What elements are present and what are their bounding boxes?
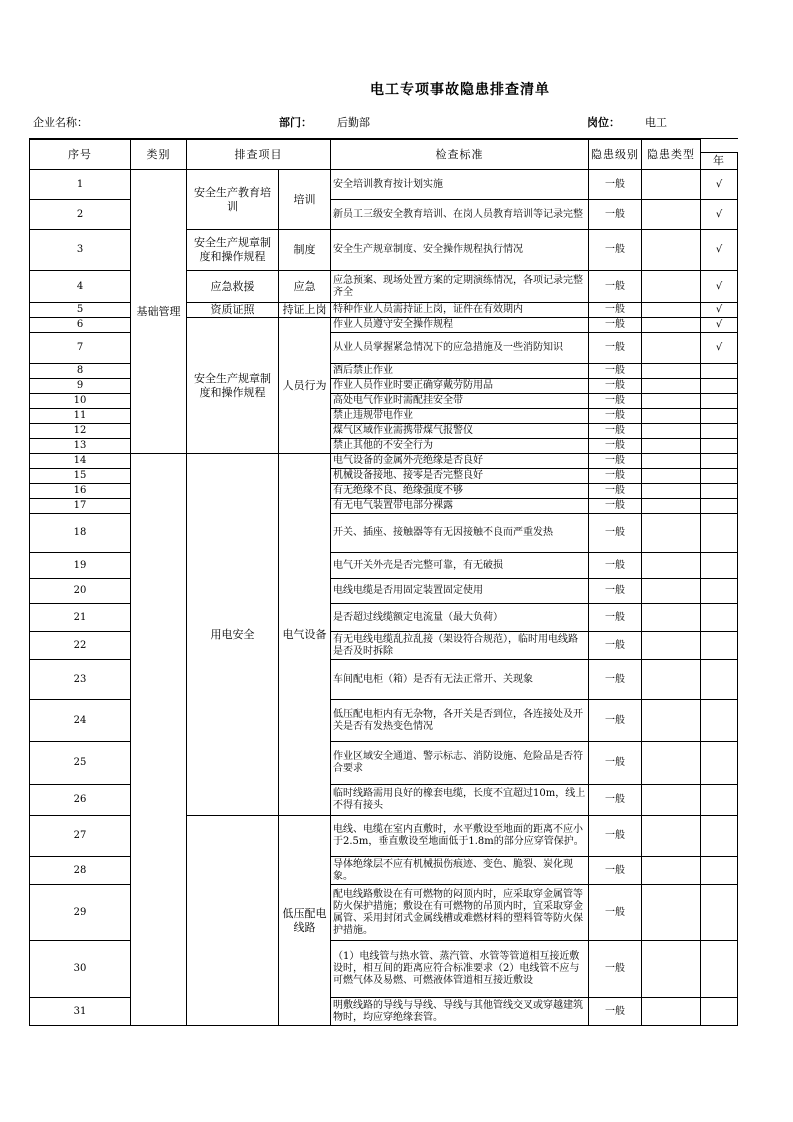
row-number: 4 xyxy=(30,271,131,303)
hazard-type xyxy=(642,632,701,660)
page-title: 电工专项事故隐患排查清单 xyxy=(370,82,550,98)
year-check xyxy=(701,579,738,604)
hazard-type xyxy=(642,742,701,785)
check-standard: 作业区域安全通道、警示标志、消防设施、危险品是否符合要求 xyxy=(331,742,589,785)
hazard-level: 一般 xyxy=(589,553,642,579)
check-standard: 新员工三级安全教育培训、在岗人员教育培训等记录完整 xyxy=(331,200,589,230)
check-standard: 禁止其他的不安全行为 xyxy=(331,439,589,454)
hazard-type xyxy=(642,394,701,409)
check-standard: 电气开关外壳是否完整可靠，有无破损 xyxy=(331,553,589,579)
hazard-type xyxy=(642,333,701,364)
subproject-cell: 应急 xyxy=(279,271,331,303)
project-cell: 安全生产规章制度和操作规程 xyxy=(187,230,279,271)
header-row xyxy=(30,140,738,153)
subproject-cell: 持证上岗 xyxy=(279,303,331,318)
check-standard: 煤气区域作业需携带煤气报警仪 xyxy=(331,424,589,439)
post-value: 电工 xyxy=(645,116,667,129)
check-standard: 安全生产规章制度、安全操作规程执行情况 xyxy=(331,230,589,271)
hazard-type xyxy=(642,318,701,333)
year-check xyxy=(701,424,738,439)
hazard-type xyxy=(642,785,701,816)
hazard-level: 一般 xyxy=(589,424,642,439)
check-standard: 有无绝缘不良、绝缘强度不够 xyxy=(331,484,589,499)
subproject-cell: 低压配电线路 xyxy=(279,816,331,1026)
hazard-level: 一般 xyxy=(589,785,642,816)
header-level: 隐患级别 xyxy=(589,140,642,170)
table-row xyxy=(30,454,738,469)
year-check xyxy=(701,364,738,379)
hazard-type xyxy=(642,303,701,318)
hazard-level: 一般 xyxy=(589,484,642,499)
hazard-level: 一般 xyxy=(589,885,642,941)
row-number: 14 xyxy=(30,454,131,469)
hazard-level: 一般 xyxy=(589,230,642,271)
year-check: √ xyxy=(701,200,738,230)
check-standard: 是否超过线缆额定电流量（最大负荷） xyxy=(331,604,589,632)
check-standard: 作业人员遵守安全操作规程 xyxy=(331,318,589,333)
header-category: 类别 xyxy=(131,140,187,170)
hazard-level: 一般 xyxy=(589,499,642,514)
hazard-type xyxy=(642,200,701,230)
table-body xyxy=(30,170,738,1026)
hazard-level: 一般 xyxy=(589,514,642,553)
year-check xyxy=(701,816,738,857)
header-type: 隐患类型 xyxy=(642,140,701,170)
hazard-type xyxy=(642,230,701,271)
row-number: 25 xyxy=(30,742,131,785)
check-standard: 有无电气装置带电部分裸露 xyxy=(331,499,589,514)
row-number: 26 xyxy=(30,785,131,816)
row-number: 19 xyxy=(30,553,131,579)
check-standard: 电线、电缆在室内直敷时，水平敷设至地面的距离不应小于2.5m，垂直敷设至地面低于1.8m的部分应穿管保护。 xyxy=(331,816,589,857)
check-standard: 有无电线电缆乱拉乱接（架设符合规范），临时用电线路是否及时拆除 xyxy=(331,632,589,660)
year-check xyxy=(701,660,738,700)
check-standard: 临时线路需用良好的橡套电缆，长度不宜超过10m，线上不得有接头 xyxy=(331,785,589,816)
hazard-type xyxy=(642,579,701,604)
subproject-cell: 制度 xyxy=(279,230,331,271)
year-check: √ xyxy=(701,303,738,318)
hazard-level: 一般 xyxy=(589,394,642,409)
hazard-level: 一般 xyxy=(589,660,642,700)
hazard-type xyxy=(642,885,701,941)
year-check xyxy=(701,785,738,816)
row-number: 13 xyxy=(30,439,131,454)
year-check: √ xyxy=(701,170,738,200)
hazard-type xyxy=(642,700,701,742)
hazard-type xyxy=(642,364,701,379)
check-standard: 明敷线路的导线与导线、导线与其他管线交叉或穿越建筑物时，均应穿绝缘套管。 xyxy=(331,998,589,1026)
year-check: √ xyxy=(701,333,738,364)
row-number: 20 xyxy=(30,579,131,604)
year-check xyxy=(701,379,738,394)
year-check xyxy=(701,439,738,454)
year-check xyxy=(701,857,738,885)
row-number: 30 xyxy=(30,941,131,998)
check-standard: 低压配电柜内有无杂物，各开关是否到位，各连接处及开关是否有发热变色情况 xyxy=(331,700,589,742)
hazard-type xyxy=(642,409,701,424)
year-check xyxy=(701,998,738,1026)
hazard-type xyxy=(642,439,701,454)
check-standard: 机械设备接地、接零是否完整良好 xyxy=(331,469,589,484)
hazard-level: 一般 xyxy=(589,700,642,742)
hazard-level: 一般 xyxy=(589,816,642,857)
checklist-table xyxy=(29,139,738,1026)
hazard-level: 一般 xyxy=(589,454,642,469)
check-standard: （1）电线管与热水管、蒸汽管、水管等管道相互接近敷设时，相互间的距离应符合标准要求（2）电线管不应与可燃气体及易燃、可燃液体管道相互接近敷设 xyxy=(331,941,589,998)
row-number: 31 xyxy=(30,998,131,1026)
hazard-level: 一般 xyxy=(589,632,642,660)
hazard-level: 一般 xyxy=(589,439,642,454)
year-check: √ xyxy=(701,271,738,303)
row-number: 11 xyxy=(30,409,131,424)
hazard-level: 一般 xyxy=(589,303,642,318)
year-check xyxy=(701,941,738,998)
row-number: 21 xyxy=(30,604,131,632)
hazard-type xyxy=(642,604,701,632)
row-number: 15 xyxy=(30,469,131,484)
hazard-level: 一般 xyxy=(589,742,642,785)
table-row xyxy=(30,170,738,200)
hazard-level: 一般 xyxy=(589,200,642,230)
year-check xyxy=(701,553,738,579)
hazard-level: 一般 xyxy=(589,857,642,885)
hazard-level: 一般 xyxy=(589,998,642,1026)
hazard-level: 一般 xyxy=(589,333,642,364)
row-number: 2 xyxy=(30,200,131,230)
check-standard: 酒后禁止作业 xyxy=(331,364,589,379)
check-standard: 作业人员作业时要正确穿戴劳防用品 xyxy=(331,379,589,394)
hazard-type xyxy=(642,424,701,439)
check-standard: 配电线路敷设在有可燃物的闷顶内时，应采取穿金属管等防火保护措施；敷设在有可燃物的吊顶内时，宜采取穿金属管、采用封闭式金属线槽或难燃材料的塑料管等防火保护措施。 xyxy=(331,885,589,941)
header-no: 序号 xyxy=(30,140,131,170)
check-standard: 电气设备的金属外壳绝缘是否良好 xyxy=(331,454,589,469)
header-year: 年 xyxy=(701,153,738,170)
row-number: 5 xyxy=(30,303,131,318)
category-cell xyxy=(131,454,187,1026)
project-cell: 资质证照 xyxy=(187,303,279,318)
post-label: 岗位： xyxy=(587,116,620,129)
hazard-level: 一般 xyxy=(589,604,642,632)
year-check: √ xyxy=(701,230,738,271)
row-number: 23 xyxy=(30,660,131,700)
hazard-level: 一般 xyxy=(589,364,642,379)
row-number: 12 xyxy=(30,424,131,439)
row-number: 28 xyxy=(30,857,131,885)
check-standard: 开关、插座、接触器等有无因接触不良而严重发热 xyxy=(331,514,589,553)
year-check: √ xyxy=(701,318,738,333)
hazard-level: 一般 xyxy=(589,170,642,200)
hazard-level: 一般 xyxy=(589,579,642,604)
row-number: 17 xyxy=(30,499,131,514)
row-number: 1 xyxy=(30,170,131,200)
check-standard: 电线电缆是否用固定装置固定使用 xyxy=(331,579,589,604)
hazard-type xyxy=(642,271,701,303)
year-check xyxy=(701,499,738,514)
row-number: 18 xyxy=(30,514,131,553)
hazard-type xyxy=(642,998,701,1026)
row-number: 10 xyxy=(30,394,131,409)
year-check xyxy=(701,469,738,484)
dept-label: 部门： xyxy=(279,116,312,129)
hazard-level: 一般 xyxy=(589,469,642,484)
year-check xyxy=(701,604,738,632)
hazard-type xyxy=(642,514,701,553)
hazard-type xyxy=(642,857,701,885)
hazard-type xyxy=(642,816,701,857)
project-cell: 用电安全 xyxy=(187,454,279,816)
project-cell xyxy=(187,816,279,1026)
check-standard: 应急预案、现场处置方案的定期演练情况，各项记录完整齐全 xyxy=(331,271,589,303)
project-cell: 安全生产教育培训 xyxy=(187,170,279,230)
check-standard: 导体绝缘层不应有机械损伤痕迹、变色、脆裂、炭化现象。 xyxy=(331,857,589,885)
hazard-type xyxy=(642,469,701,484)
year-check xyxy=(701,742,738,785)
check-standard: 禁止违规带电作业 xyxy=(331,409,589,424)
year-check xyxy=(701,454,738,469)
hazard-type xyxy=(642,454,701,469)
hazard-level: 一般 xyxy=(589,318,642,333)
header-standard: 检查标准 xyxy=(331,140,589,170)
row-number: 29 xyxy=(30,885,131,941)
hazard-level: 一般 xyxy=(589,379,642,394)
hazard-type xyxy=(642,660,701,700)
hazard-type xyxy=(642,170,701,200)
row-number: 6 xyxy=(30,318,131,333)
category-cell: 基础管理 xyxy=(131,170,187,454)
year-check xyxy=(701,885,738,941)
year-check xyxy=(701,484,738,499)
check-standard: 高处电气作业时需配挂安全带 xyxy=(331,394,589,409)
row-number: 16 xyxy=(30,484,131,499)
hazard-type xyxy=(642,484,701,499)
row-number: 9 xyxy=(30,379,131,394)
hazard-level: 一般 xyxy=(589,409,642,424)
year-check xyxy=(701,700,738,742)
subproject-cell: 电气设备 xyxy=(279,454,331,816)
header-project: 排查项目 xyxy=(187,140,331,170)
year-check xyxy=(701,394,738,409)
subproject-cell: 培训 xyxy=(279,170,331,230)
year-check xyxy=(701,632,738,660)
check-standard: 安全培训教育按计划实施 xyxy=(331,170,589,200)
company-label: 企业名称： xyxy=(33,116,88,129)
dept-value: 后勤部 xyxy=(337,116,370,129)
row-number: 8 xyxy=(30,364,131,379)
hazard-type xyxy=(642,499,701,514)
subproject-cell: 人员行为 xyxy=(279,318,331,454)
project-cell: 安全生产规章制度和操作规程 xyxy=(187,318,279,454)
row-number: 22 xyxy=(30,632,131,660)
year-check xyxy=(701,514,738,553)
check-standard: 车间配电柜（箱）是否有无法正常开、关现象 xyxy=(331,660,589,700)
header-year-top xyxy=(701,140,738,153)
check-standard: 特种作业人员需持证上岗，证件在有效期内 xyxy=(331,303,589,318)
hazard-level: 一般 xyxy=(589,271,642,303)
row-number: 3 xyxy=(30,230,131,271)
row-number: 7 xyxy=(30,333,131,364)
hazard-type xyxy=(642,941,701,998)
row-number: 24 xyxy=(30,700,131,742)
hazard-type xyxy=(642,379,701,394)
check-standard: 从业人员掌握紧急情况下的应急措施及一些消防知识 xyxy=(331,333,589,364)
project-cell: 应急救援 xyxy=(187,271,279,303)
year-check xyxy=(701,409,738,424)
hazard-level: 一般 xyxy=(589,941,642,998)
hazard-type xyxy=(642,553,701,579)
row-number: 27 xyxy=(30,816,131,857)
